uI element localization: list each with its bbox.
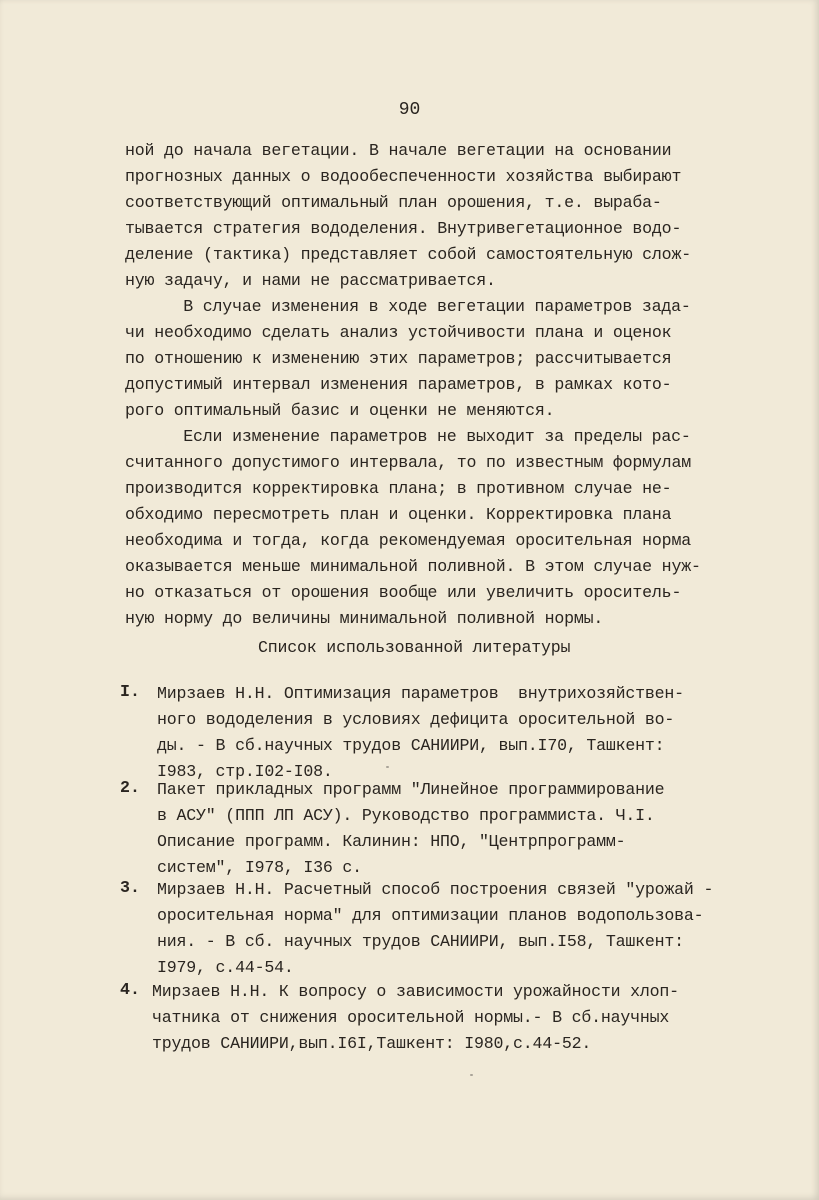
reference-number: 3. (120, 878, 140, 897)
text-line: ной до начала вегетации. В начале вегетации на основании (125, 141, 672, 160)
text-line: но отказаться от орошения вообще или увеличить ороситель- (125, 583, 682, 602)
paper-speck (386, 766, 389, 768)
text-line: ную норму до величины минимальной поливной нормы. (125, 609, 604, 628)
text-line: чи необходимо сделать анализ устойчивости плана и оценок (125, 323, 672, 342)
reference-line: I983, стр.I02-I08. (157, 762, 333, 781)
text-line: считанного допустимого интервала, то по известным формулам (125, 453, 691, 472)
text-line: прогнозных данных о водообеспеченности хозяйства выбирают (125, 167, 682, 186)
text-line: необходима и тогда, когда рекомендуемая оросительная норма (125, 531, 691, 550)
text-line: рого оптимальный базис и оценки не меняются. (125, 401, 555, 420)
text-line: допустимый интервал изменения параметров, в рамках кото- (125, 375, 672, 394)
reference-line: Описание программ. Калинин: НПО, "Центрпрограмм- (157, 832, 626, 851)
reference-line: Мирзаев Н.Н. Расчетный способ построения связей "урожай - (157, 880, 714, 899)
page-number: 90 (398, 100, 421, 120)
reference-line: чатника от снижения оросительной нормы.- В сб.научных (152, 1008, 670, 1027)
text-line: соответствующий оптимальный план орошения, т.е. выраба- (125, 193, 662, 212)
reference-line: Мирзаев Н.Н. К вопросу о зависимости урожайности хлоп- (152, 982, 679, 1001)
text-line: деление (тактика) представляет собой самостоятельную слож- (125, 245, 691, 264)
reference-line: ного вододеления в условиях дефицита оросительной во- (157, 710, 675, 729)
reference-number: I. (120, 682, 140, 701)
text-line: Если изменение параметров не выходит за пределы рас- (154, 427, 691, 446)
text-line: ную задачу, и нами не рассматривается. (125, 271, 496, 290)
references-heading: Список использованной литературы (258, 638, 571, 657)
reference-line: I979, с.44-54. (157, 958, 294, 977)
text-line: В случае изменения в ходе вегетации параметров зада- (154, 297, 691, 316)
reference-line: ды. - В сб.научных трудов САНИИРИ, вып.I70, Ташкент: (157, 736, 665, 755)
reference-line: ния. - В сб. научных трудов САНИИРИ, вып.I58, Ташкент: (157, 932, 684, 951)
reference-number: 4. (120, 980, 140, 999)
text-line: оказывается меньше минимальной поливной. В этом случае нуж- (125, 557, 701, 576)
text-line: производится корректировка плана; в противном случае не- (125, 479, 672, 498)
reference-line: Мирзаев Н.Н. Оптимизация параметров внутрихозяйствен- (157, 684, 684, 703)
reference-line: систем", I978, I36 с. (157, 858, 362, 877)
reference-line: в АСУ" (ППП ЛП АСУ). Руководство программиста. Ч.I. (157, 806, 655, 825)
reference-line: оросительная норма" для оптимизации планов водопользова- (157, 906, 704, 925)
text-line: обходимо пересмотреть план и оценки. Корректировка плана (125, 505, 672, 524)
text-line: по отношению к изменению этих параметров; рассчитывается (125, 349, 672, 368)
reference-line: трудов САНИИРИ,вып.I6I,Ташкент: I980,с.44-52. (152, 1034, 592, 1053)
text-line: тывается стратегия вододеления. Внутривегетационное водо- (125, 219, 682, 238)
reference-number: 2. (120, 778, 140, 797)
reference-line: Пакет прикладных программ "Линейное программирование (157, 780, 665, 799)
paper-speck (470, 1074, 473, 1076)
